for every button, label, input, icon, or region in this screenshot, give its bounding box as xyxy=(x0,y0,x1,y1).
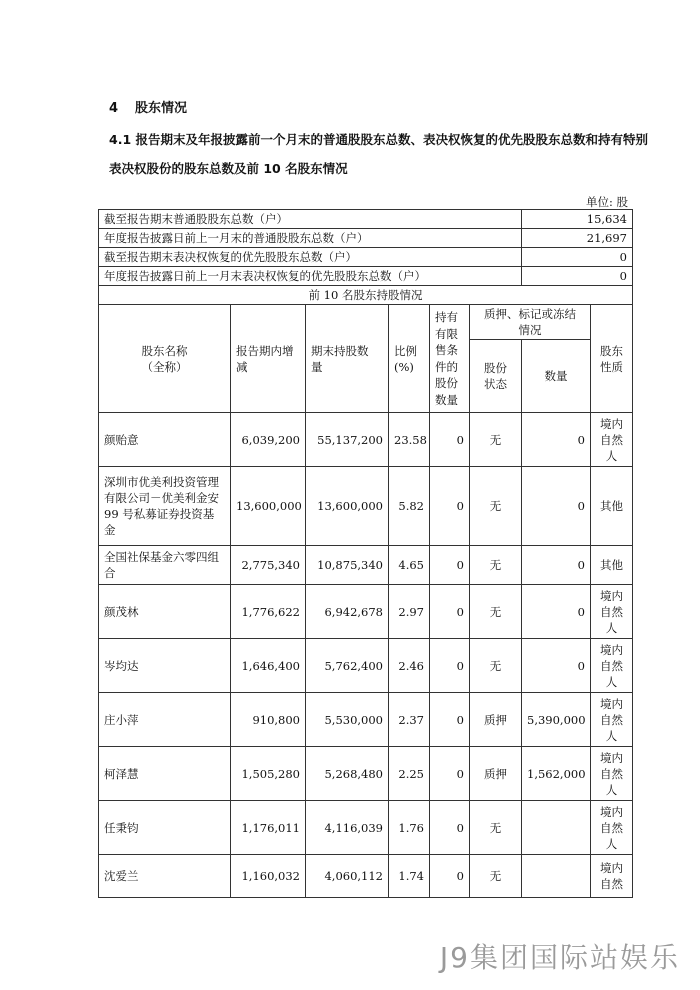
holding-ratio: 2.25 xyxy=(389,747,430,801)
watermark: J9集团国际站娱乐 xyxy=(439,941,680,974)
shares-held: 5,762,400 xyxy=(306,639,389,693)
summary-label: 截至报告期末普通股股东总数（户） xyxy=(99,210,522,229)
holding-ratio: 2.46 xyxy=(389,639,430,693)
shareholder-name: 颜茂林 xyxy=(99,585,231,639)
shareholder-row xyxy=(99,855,633,898)
period-change: 910,800 xyxy=(231,693,306,747)
pledge-quantity: 0 xyxy=(522,639,591,693)
pledge-status: 质押 xyxy=(470,747,522,801)
shares-held: 4,060,112 xyxy=(306,855,389,898)
header-change: 报告期内增 减 xyxy=(231,305,306,413)
pledge-status: 无 xyxy=(470,639,522,693)
shareholder-nature: 境内 自然 人 xyxy=(591,693,633,747)
shares-held: 10,875,340 xyxy=(306,546,389,585)
holding-ratio: 4.65 xyxy=(389,546,430,585)
header-pledge-group: 质押、标记或冻结 情况 xyxy=(470,305,591,340)
header-name: 股东名称 （全称） xyxy=(99,305,231,413)
unit-label: 单位: 股 xyxy=(585,195,628,209)
shareholder-nature: 其他 xyxy=(591,546,633,585)
shareholder-table xyxy=(98,209,633,898)
pledge-status: 无 xyxy=(470,413,522,467)
restricted-shares: 0 xyxy=(430,639,470,693)
shareholder-nature: 境内 自然 人 xyxy=(591,585,633,639)
pledge-status: 无 xyxy=(470,855,522,898)
shareholder-row xyxy=(99,801,633,855)
restricted-shares: 0 xyxy=(430,693,470,747)
period-change: 1,160,032 xyxy=(231,855,306,898)
pledge-quantity: 0 xyxy=(522,585,591,639)
holding-ratio: 23.58 xyxy=(389,413,430,467)
pledge-status: 无 xyxy=(470,801,522,855)
summary-value: 21,697 xyxy=(522,229,633,248)
restricted-shares: 0 xyxy=(430,855,470,898)
shareholder-name: 沈爱兰 xyxy=(99,855,231,898)
top10-title: 前 10 名股东持股情况 xyxy=(99,286,633,305)
holding-ratio: 2.97 xyxy=(389,585,430,639)
shareholder-name: 庄小萍 xyxy=(99,693,231,747)
top10-title-row xyxy=(99,286,633,305)
summary-row xyxy=(99,229,633,248)
shares-held: 5,530,000 xyxy=(306,693,389,747)
summary-row xyxy=(99,210,633,229)
restricted-shares: 0 xyxy=(430,585,470,639)
header-held: 期末持股数 量 xyxy=(306,305,389,413)
summary-label: 年度报告披露日前上一月末表决权恢复的优先股股东总数（户） xyxy=(99,267,522,286)
shareholder-row xyxy=(99,546,633,585)
shareholder-nature: 境内 自然 人 xyxy=(591,801,633,855)
summary-label: 年度报告披露日前上一月末的普通股股东总数（户） xyxy=(99,229,522,248)
pledge-quantity xyxy=(522,801,591,855)
section-title: 股东情况 xyxy=(135,101,188,116)
shares-held: 13,600,000 xyxy=(306,467,389,546)
shareholder-row xyxy=(99,693,633,747)
header-restricted: 持有 有限 售条 件的 股份 数量 xyxy=(430,305,470,413)
pledge-status: 无 xyxy=(470,585,522,639)
pledge-quantity: 5,390,000 xyxy=(522,693,591,747)
shareholder-name: 深圳市优美利投资管理有限公司－优美利金安 99 号私募证券投资基金 xyxy=(99,467,231,546)
shareholder-nature: 其他 xyxy=(591,467,633,546)
shareholder-row xyxy=(99,413,633,467)
holding-ratio: 1.76 xyxy=(389,801,430,855)
holding-ratio: 2.37 xyxy=(389,693,430,747)
period-change: 1,776,622 xyxy=(231,585,306,639)
subsection-heading: 4.1 报告期末及年报披露前一个月末的普通股股东总数、表决权恢复的优先股股东总数和持有特别表决权股份的股东总数及前 10 名股东情况 xyxy=(109,132,648,176)
restricted-shares: 0 xyxy=(430,467,470,546)
section-number: 4 xyxy=(109,101,119,116)
shareholder-name: 颜贻意 xyxy=(99,413,231,467)
header-row xyxy=(99,305,633,340)
period-change: 1,505,280 xyxy=(231,747,306,801)
restricted-shares: 0 xyxy=(430,747,470,801)
shareholder-nature: 境内 自然 人 xyxy=(591,413,633,467)
section-heading xyxy=(109,97,187,116)
shareholder-row xyxy=(99,585,633,639)
pledge-status: 质押 xyxy=(470,693,522,747)
shareholder-name: 柯泽慧 xyxy=(99,747,231,801)
shareholder-row xyxy=(99,467,633,546)
period-change: 6,039,200 xyxy=(231,413,306,467)
shareholder-name: 全国社保基金六零四组合 xyxy=(99,546,231,585)
holding-ratio: 1.74 xyxy=(389,855,430,898)
period-change: 2,775,340 xyxy=(231,546,306,585)
restricted-shares: 0 xyxy=(430,546,470,585)
summary-value: 0 xyxy=(522,267,633,286)
shareholder-rows xyxy=(99,413,633,898)
period-change: 1,176,011 xyxy=(231,801,306,855)
summary-label: 截至报告期末表决权恢复的优先股股东总数（户） xyxy=(99,248,522,267)
shares-held: 5,268,480 xyxy=(306,747,389,801)
header-pledge-qty: 数量 xyxy=(522,340,591,413)
pledge-quantity: 1,562,000 xyxy=(522,747,591,801)
shareholder-row xyxy=(99,639,633,693)
summary-row xyxy=(99,248,633,267)
restricted-shares: 0 xyxy=(430,801,470,855)
pledge-quantity: 0 xyxy=(522,467,591,546)
header-ratio: 比例 (%) xyxy=(389,305,430,413)
shareholder-name: 岑均达 xyxy=(99,639,231,693)
header-nature: 股东 性质 xyxy=(591,305,633,413)
header-pledge-status: 股份 状态 xyxy=(470,340,522,413)
restricted-shares: 0 xyxy=(430,413,470,467)
shareholder-nature: 境内 自然 xyxy=(591,855,633,898)
shares-held: 6,942,678 xyxy=(306,585,389,639)
pledge-status: 无 xyxy=(470,467,522,546)
pledge-quantity: 0 xyxy=(522,546,591,585)
pledge-quantity xyxy=(522,855,591,898)
pledge-status: 无 xyxy=(470,546,522,585)
holding-ratio: 5.82 xyxy=(389,467,430,546)
shares-held: 55,137,200 xyxy=(306,413,389,467)
shareholder-nature: 境内 自然 人 xyxy=(591,747,633,801)
summary-row xyxy=(99,267,633,286)
pledge-quantity: 0 xyxy=(522,413,591,467)
shareholder-nature: 境内 自然 人 xyxy=(591,639,633,693)
period-change: 13,600,000 xyxy=(231,467,306,546)
shareholder-name: 任秉钧 xyxy=(99,801,231,855)
period-change: 1,646,400 xyxy=(231,639,306,693)
summary-value: 15,634 xyxy=(522,210,633,229)
summary-value: 0 xyxy=(522,248,633,267)
shareholder-row xyxy=(99,747,633,801)
shares-held: 4,116,039 xyxy=(306,801,389,855)
